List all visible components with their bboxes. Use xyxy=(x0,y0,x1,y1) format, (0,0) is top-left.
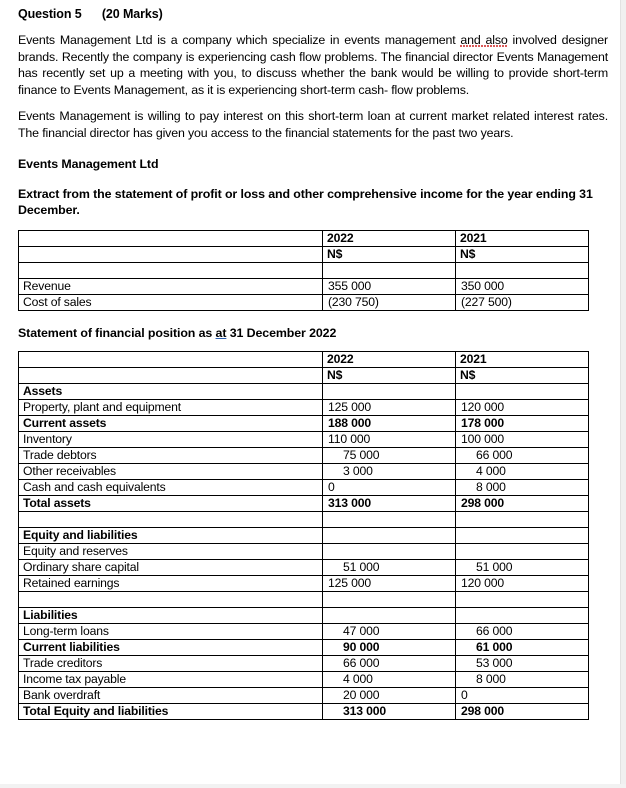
cell-2021 xyxy=(456,383,589,399)
table-row xyxy=(19,607,589,623)
balance-sheet-body xyxy=(19,351,589,719)
row-label: Other receivables xyxy=(19,463,323,479)
balance-sheet-heading xyxy=(18,311,608,340)
cell-2021: 0 xyxy=(456,687,589,703)
table-row xyxy=(19,575,589,591)
cell-2022: 313 000 xyxy=(323,495,456,511)
cell-2021: 2021 xyxy=(456,351,589,367)
table-row xyxy=(19,527,589,543)
cell-2021: 8 000 xyxy=(456,479,589,495)
table-row xyxy=(19,623,589,639)
table-row xyxy=(19,543,589,559)
table-row xyxy=(19,431,589,447)
heading-text: 31 December 2022 xyxy=(226,325,337,340)
cell-2022: 2022 xyxy=(323,230,456,246)
cell-2021: 298 000 xyxy=(456,495,589,511)
row-label xyxy=(19,351,323,367)
cell-2022: 51 000 xyxy=(323,559,456,575)
cell-2022 xyxy=(323,383,456,399)
income-statement-body xyxy=(19,230,589,310)
table-row xyxy=(19,479,589,495)
cell-2021 xyxy=(456,543,589,559)
row-label: Bank overdraft xyxy=(19,687,323,703)
table-header-row xyxy=(19,230,589,246)
cell-2021 xyxy=(456,511,589,527)
cell-2022: 66 000 xyxy=(323,655,456,671)
table-row xyxy=(19,703,589,719)
row-label xyxy=(19,246,323,262)
paragraph-interest xyxy=(18,98,608,141)
row-label: Ordinary share capital xyxy=(19,559,323,575)
cell-2022: 125 000 xyxy=(323,399,456,415)
paragraph-text: involved designer brands. Recently the company is experiencing cash flow problems. The financial director Events Management has recently set up a meeting with you, to discuss whether the bank would be willing to provide short-term finance to Events Management, as it is experiencing short-term cash- flow problems. xyxy=(18,33,608,97)
cell-2021: N$ xyxy=(456,367,589,383)
cell-2021: 350 000 xyxy=(456,278,589,294)
cell-2022: 2022 xyxy=(323,351,456,367)
table-header-row xyxy=(19,351,589,367)
heading-text: Statement of financial position as xyxy=(18,325,216,340)
cell-2021 xyxy=(456,607,589,623)
page-edge-right xyxy=(620,0,626,788)
cell-2021: 66 000 xyxy=(456,447,589,463)
table-row xyxy=(19,463,589,479)
page-edge-bottom xyxy=(0,784,626,788)
table-currency-row xyxy=(19,367,589,383)
row-label: Trade debtors xyxy=(19,447,323,463)
table-row xyxy=(19,671,589,687)
cell-2022: 0 xyxy=(323,479,456,495)
table-spacer-row xyxy=(19,591,589,607)
table-row xyxy=(19,399,589,415)
cell-2022: 75 000 xyxy=(323,447,456,463)
row-label: Liabilities xyxy=(19,607,323,623)
cell-2021: 120 000 xyxy=(456,575,589,591)
cell-2022: 3 000 xyxy=(323,463,456,479)
table-row xyxy=(19,687,589,703)
cell-2022: (230 750) xyxy=(323,294,456,310)
table-currency-row xyxy=(19,246,589,262)
income-statement-heading: Extract from the statement of profit or loss and other comprehensive income for the year ending 31 December. xyxy=(18,186,593,218)
row-label: Cash and cash equivalents xyxy=(19,479,323,495)
row-label xyxy=(19,591,323,607)
cell-2022 xyxy=(323,527,456,543)
row-label: Current liabilities xyxy=(19,639,323,655)
cell-2022: 20 000 xyxy=(323,687,456,703)
heading-underlined-word: at xyxy=(215,325,227,340)
cell-2021 xyxy=(456,262,589,278)
cell-2022 xyxy=(323,607,456,623)
cell-2021: 8 000 xyxy=(456,671,589,687)
cell-2022: 110 000 xyxy=(323,431,456,447)
table-spacer-row xyxy=(19,262,589,278)
row-label: Revenue xyxy=(19,278,323,294)
row-label: Total Equity and liabilities xyxy=(19,703,323,719)
cell-2021: (227 500) xyxy=(456,294,589,310)
paragraph-text: Events Management is willing to pay interest on this short-term loan at current market related interest rates. The financial director has given you access to the financial statements for the past two years. xyxy=(18,109,608,140)
row-label xyxy=(19,230,323,246)
cell-2021 xyxy=(456,591,589,607)
row-label: Long-term loans xyxy=(19,623,323,639)
paragraph-intro xyxy=(18,21,608,98)
row-label: Assets xyxy=(19,383,323,399)
cell-2021: 53 000 xyxy=(456,655,589,671)
row-label xyxy=(19,262,323,278)
cell-2022: 125 000 xyxy=(323,575,456,591)
table-row xyxy=(19,278,589,294)
cell-2022 xyxy=(323,511,456,527)
table-row xyxy=(19,383,589,399)
cell-2022: N$ xyxy=(323,367,456,383)
cell-2022 xyxy=(323,591,456,607)
cell-2022: 47 000 xyxy=(323,623,456,639)
table-row xyxy=(19,495,589,511)
balance-sheet-table xyxy=(18,351,589,720)
table-row xyxy=(19,655,589,671)
row-label: Cost of sales xyxy=(19,294,323,310)
row-label: Equity and liabilities xyxy=(19,527,323,543)
cell-2021: 120 000 xyxy=(456,399,589,415)
table-row xyxy=(19,447,589,463)
cell-2022: 188 000 xyxy=(323,415,456,431)
cell-2021: 2021 xyxy=(456,230,589,246)
misspelled-text: and also xyxy=(460,33,508,47)
row-label: Equity and reserves xyxy=(19,543,323,559)
table-row xyxy=(19,415,589,431)
company-name-heading: Events Management Ltd xyxy=(18,156,159,171)
cell-2022: 4 000 xyxy=(323,671,456,687)
table-row xyxy=(19,559,589,575)
row-label: Income tax payable xyxy=(19,671,323,687)
cell-2022 xyxy=(323,543,456,559)
table-row xyxy=(19,639,589,655)
paragraph-text: Events Management Ltd is a company which specialize in events management xyxy=(18,33,461,47)
cell-2022: 313 000 xyxy=(323,703,456,719)
table-row xyxy=(19,294,589,310)
income-statement-table xyxy=(18,230,589,311)
row-label: Retained earnings xyxy=(19,575,323,591)
cell-2021: N$ xyxy=(456,246,589,262)
cell-2022: 355 000 xyxy=(323,278,456,294)
cell-2021: 178 000 xyxy=(456,415,589,431)
row-label xyxy=(19,511,323,527)
row-label: Trade creditors xyxy=(19,655,323,671)
table-spacer-row xyxy=(19,511,589,527)
cell-2022: 90 000 xyxy=(323,639,456,655)
cell-2021: 66 000 xyxy=(456,623,589,639)
cell-2022 xyxy=(323,262,456,278)
cell-2021: 100 000 xyxy=(456,431,589,447)
cell-2021: 61 000 xyxy=(456,639,589,655)
row-label: Current assets xyxy=(19,415,323,431)
cell-2021 xyxy=(456,527,589,543)
row-label: Total assets xyxy=(19,495,323,511)
row-label: Property, plant and equipment xyxy=(19,399,323,415)
row-label: Inventory xyxy=(19,431,323,447)
cell-2021: 298 000 xyxy=(456,703,589,719)
page-title: Question 5 (20 Marks) xyxy=(18,7,163,21)
cell-2021: 51 000 xyxy=(456,559,589,575)
cell-2022: N$ xyxy=(323,246,456,262)
cell-2021: 4 000 xyxy=(456,463,589,479)
row-label xyxy=(19,367,323,383)
